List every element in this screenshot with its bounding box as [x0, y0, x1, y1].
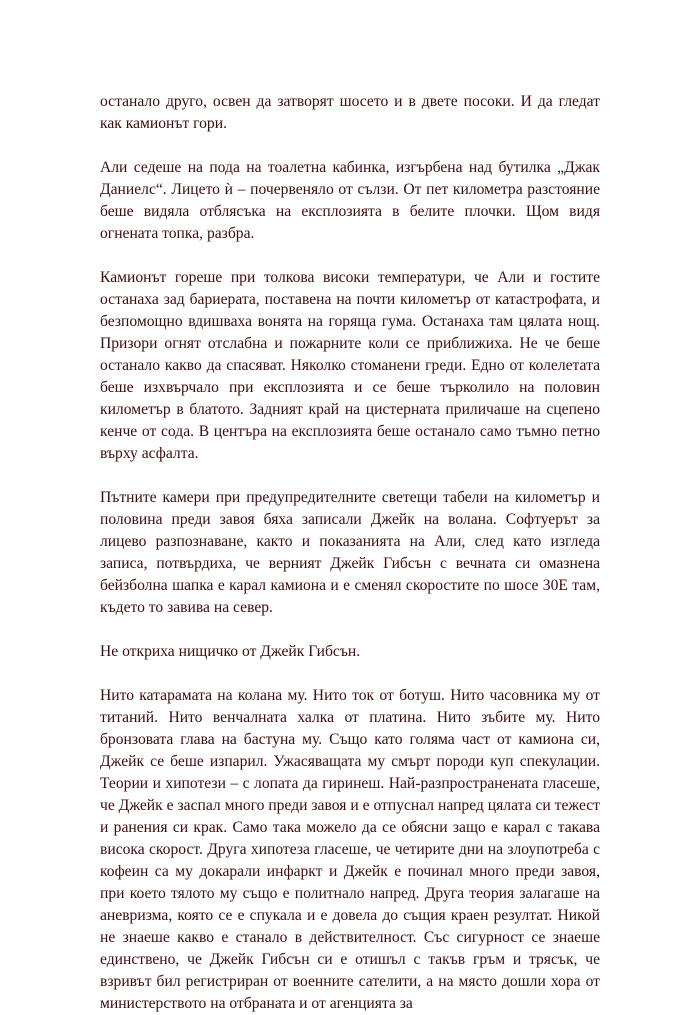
paragraph-6: Нито катарамата на колана му. Нито ток от ботуш. Нито часовника му от титаний. Нито венчалната халка от платина. Нито зъбите му. Нито бронзовата глава на бастуна му. Също като голяма част от камиона си, Джейк се беше изпарил. Ужасяващата му смърт породи куп спекулации. Теории и хипотези – с лопата да гиринеш. Най-разпространената гласеше, че Джейк е заспал много преди завоя и е отпуснал напред цялата си тежест и ранения си крак. Само така можело да се обясни защо е карал с такава висока скорост. Друга хипотеза гласеше, че четирите дни на злоупотреба с кофеин са му докарали инфаркт и Джейк е починал много преди завоя, при което тялото му също е политнало напред. Друга теория залагаше на аневризма, която се е спукала и е довела до същия краен резултат. Никой не знаеше какво е станало в действителност. Със сигурност се знаеше единствено, че Джейк Гибсън си е отишъл с такъв гръм и трясък, че взривът бил регистриран от военните сателити, а на място дошли хора от министерството на отбраната и от агенцията за: [100, 687, 600, 1012]
paragraph-1: останало друго, освен да затворят шосето и в двете посоки. И да гледат как камионът гори.: [100, 93, 600, 132]
paragraph-5: Не откриха нищичко от Джейк Гибсън.: [100, 643, 361, 660]
document-page: [100, 91, 600, 1015]
paragraph-2: Али седеше на пода на тоалетна кабинка, изгърбена над бутилка „Джак Даниелс“. Лицето ѝ – почервеняло от сълзи. От пет километра разстояние беше видяла отблясъка на експлозията в белите плочки. Щом видя огнената топка, разбра.: [100, 159, 600, 242]
paragraph-3: Камионът гореше при толкова високи температури, че Али и гостите останаха зад бариерата, поставена на почти километър от катастрофата, и безпомощно вдишваха вонята на горяща гума. Останаха там цялата нощ. Призори огнят отслабна и пожарните коли се приближиха. Не че беше останало какво да спасяват. Няколко стоманени греди. Едно от колелетата беше изхвърчало при експлозията и се беше търколило на половин километър в блатото. Задният край на цистерната приличаше на сцепено кенче от сода. В центъра на експлозията беше останало само тъмно петно върху асфалта.: [100, 269, 600, 462]
paragraph-4: Пътните камери при предупредителните светещи табели на километър и половина преди завоя бяха записали Джейк на волана. Софтуерът за лицево разпознаване, както и показанията на Али, след като изгледа записа, потвърдиха, че верният Джейк Гибсън с вечната си омазнена бейзболна шапка е карал камиона и е сменял скоростите по шосе 30Е там, където то завива на север.: [100, 489, 600, 616]
